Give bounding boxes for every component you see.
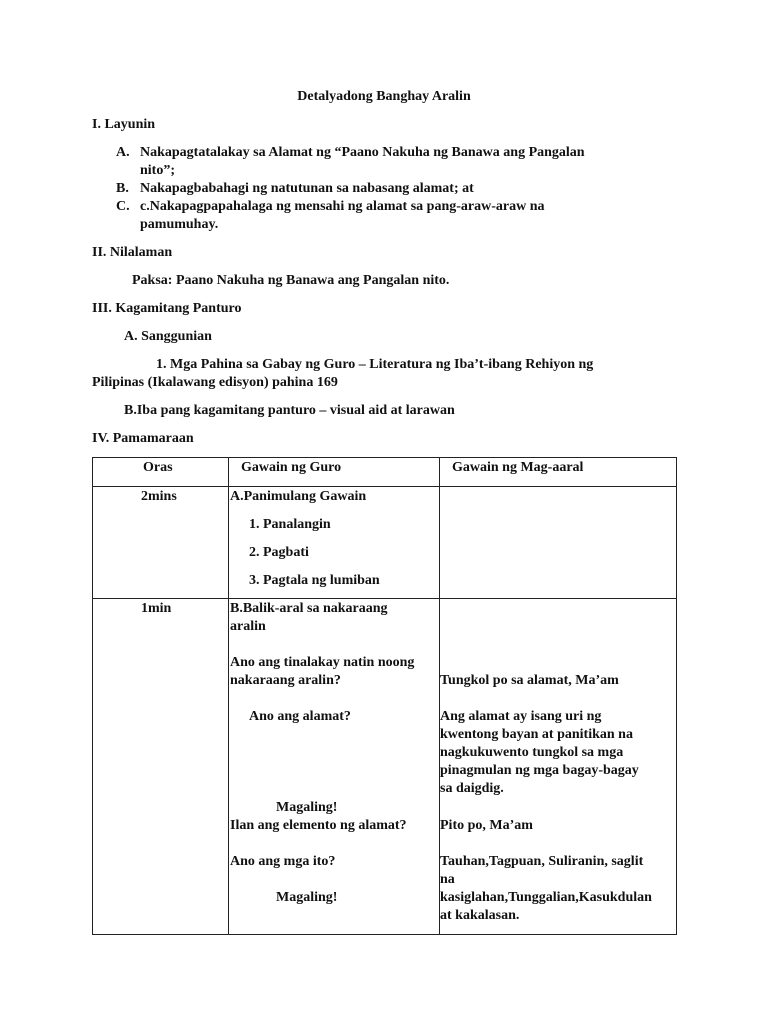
row2-question1-line1: Ano ang tinalakay natin noong — [230, 655, 415, 670]
row2-question3: Ilan ang elemento ng alamat? — [230, 818, 407, 833]
row2-praise1: Magaling! — [276, 800, 338, 815]
objective-marker-b: B. — [116, 181, 129, 196]
objective-b-line1: Nakapagbabahagi ng natutunan sa nabasang alamat; at — [140, 181, 474, 196]
table-row — [93, 487, 677, 599]
reference-line2: Pilipinas (Ikalawang edisyon) pahina 169 — [92, 375, 338, 390]
row1-guro-item: 3. Pagtala ng lumiban — [249, 573, 380, 588]
row2-answer2-line: sa daigdig. — [440, 781, 504, 796]
row1-time-cell — [93, 487, 229, 599]
section-heading-nilalaman: II. Nilalaman — [92, 245, 173, 260]
header-cell-oras — [93, 458, 229, 487]
row2-time: 1min — [141, 601, 172, 616]
row1-time: 2mins — [141, 489, 177, 504]
row2-answer2-line: pinagmulan ng mga bagay-bagay — [440, 763, 639, 778]
procedure-table — [92, 457, 677, 935]
objective-c-line1: c.Nakapagpapahalaga ng mensahi ng alamat sa pang-araw-araw na — [140, 199, 545, 214]
row1-guro-cell — [229, 487, 440, 599]
document-title: Detalyadong Banghay Aralin — [297, 89, 471, 104]
row2-answer4-line: Tauhan,Tagpuan, Suliranin, saglit — [440, 854, 644, 869]
row2-answer2-line: kwentong bayan at panitikan na — [440, 727, 633, 742]
row2-answer1: Tungkol po sa alamat, Ma’am — [440, 673, 619, 688]
section-heading-kagamitan: III. Kagamitang Panturo — [92, 301, 242, 316]
row2-answer4-line: at kakalasan. — [440, 908, 520, 923]
header-gawain-mag-aaral: Gawain ng Mag-aaral — [452, 460, 584, 475]
row2-answer3: Pito po, Ma’am — [440, 818, 533, 833]
paksa-line: Paksa: Paano Nakuha ng Banawa ang Pangalan nito. — [132, 273, 450, 288]
row2-guro-cell — [229, 599, 440, 935]
header-cell-guro — [229, 458, 440, 487]
row2-question2: Ano ang alamat? — [249, 709, 351, 724]
row2-answer2-line: nagkukuwento tungkol sa mga — [440, 745, 624, 760]
section-heading-layunin: I. Layunin — [92, 117, 156, 132]
row2-guro-heading-line2: aralin — [230, 619, 266, 634]
other-materials-line: B.Iba pang kagamitang panturo – visual aid at larawan — [124, 403, 455, 418]
header-gawain-guro: Gawain ng Guro — [241, 460, 342, 475]
row2-question4: Ano ang mga ito? — [230, 854, 336, 869]
row2-answer4-line: na — [440, 872, 455, 887]
section-heading-pamamaraan: IV. Pamamaraan — [92, 431, 194, 446]
objective-marker-c: C. — [116, 199, 130, 214]
sanggunian-heading: A. Sanggunian — [124, 329, 212, 344]
row1-guro-item: 1. Panalangin — [249, 517, 331, 532]
objective-c-line2: pamumuhay. — [140, 217, 219, 232]
row1-mag-aaral-cell — [440, 487, 677, 599]
objective-a-line2: nito”; — [140, 163, 175, 178]
row2-guro-heading-line1: B.Balik-aral sa nakaraang — [230, 601, 388, 616]
row1-guro-heading: A.Panimulang Gawain — [230, 489, 367, 504]
reference-line1: 1. Mga Pahina sa Gabay ng Guro – Literatura ng Iba’t-ibang Rehiyon ng — [156, 357, 594, 372]
objective-a-line1: Nakapagtatalakay sa Alamat ng “Paano Nakuha ng Banawa ang Pangalan — [140, 145, 585, 160]
row2-question1-line2: nakaraang aralin? — [230, 673, 341, 688]
row2-praise2: Magaling! — [276, 890, 338, 905]
row2-answer4-line: kasiglahan,Tunggalian,Kasukdulan — [440, 890, 652, 905]
row2-time-cell — [93, 599, 229, 935]
row2-answer2-line: Ang alamat ay isang uri ng — [440, 709, 602, 724]
row1-guro-item: 2. Pagbati — [249, 545, 309, 560]
table-row — [93, 599, 677, 935]
row2-mag-aaral-cell — [440, 599, 677, 935]
header-oras: Oras — [143, 460, 173, 475]
table-header-row — [93, 458, 677, 487]
objective-marker-a: A. — [116, 145, 130, 160]
header-cell-mag-aaral — [440, 458, 677, 487]
